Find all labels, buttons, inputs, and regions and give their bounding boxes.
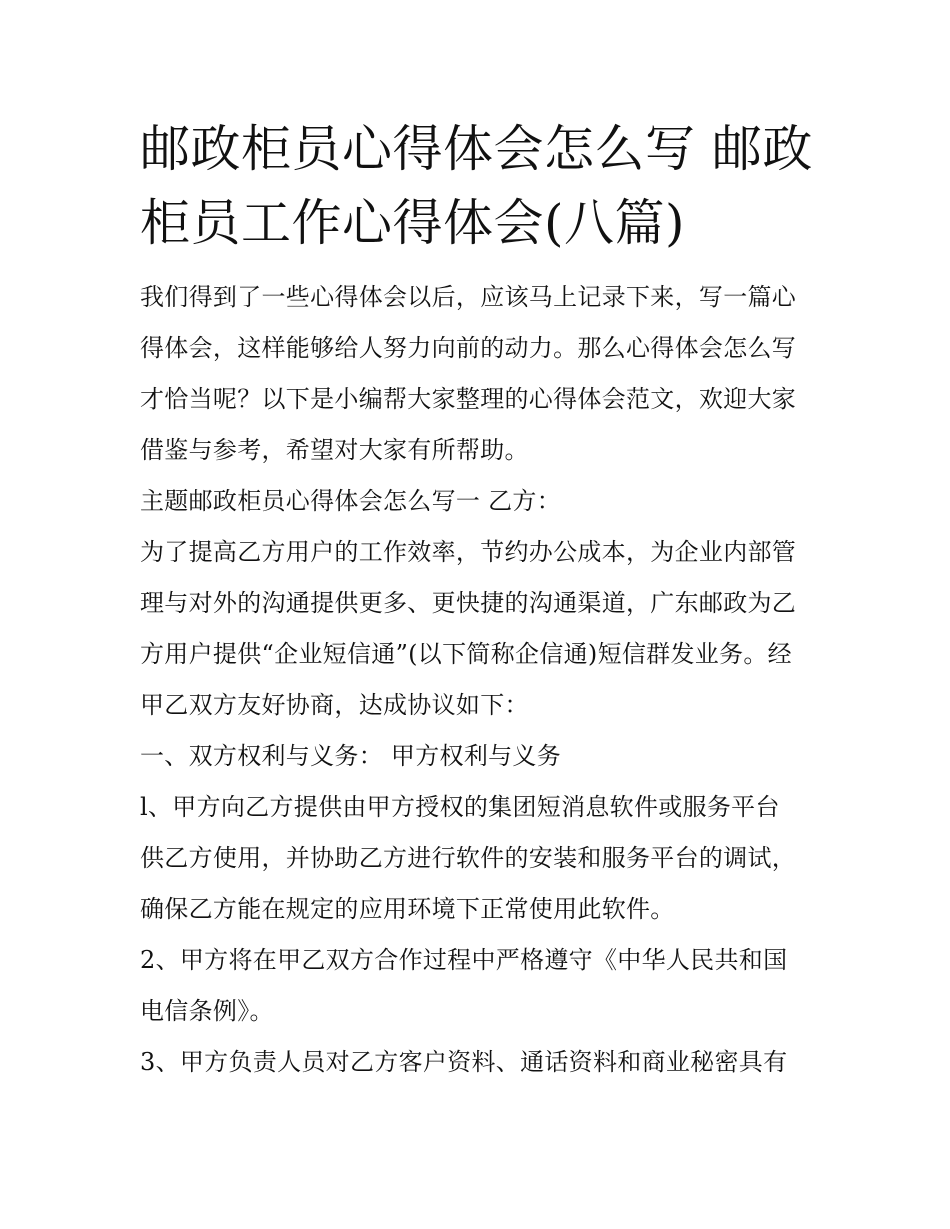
document-page [140, 112, 820, 1088]
text-line: 借鉴与参考，希望对大家有所帮助。 [140, 436, 529, 464]
text-line: 方用户提供“企业短信通”(以下简称企信通)短信群发业务。经 [140, 640, 792, 668]
text-line: 2、甲方将在甲乙双方合作过程中严格遵守《中华人民共和国 [140, 946, 788, 974]
text-line: 供乙方使用，并协助乙方进行软件的安装和服务平台的调试， [140, 844, 797, 872]
section-heading: 主题邮政柜员心得体会怎么写一 乙方： [140, 487, 562, 515]
title-line: 邮政柜员心得体会怎么写 邮政 [140, 120, 813, 178]
body-paragraph [140, 527, 820, 731]
clause-item-2 [140, 935, 820, 1037]
text-line: 确保乙方能在规定的应用环境下正常使用此软件。 [140, 895, 675, 923]
text-line: 电信条例》。 [140, 997, 274, 1025]
clause-item-1 [140, 782, 820, 935]
text-line: 才恰当呢？以下是小编帮大家整理的心得体会范文，欢迎大家 [140, 385, 797, 413]
text-line: 得体会，这样能够给人努力向前的动力。那么心得体会怎么写 [140, 334, 797, 362]
text-line: 理与对外的沟通提供更多、更快捷的沟通渠道，广东邮政为乙 [140, 589, 797, 617]
clause-item-3 [140, 1037, 820, 1088]
text-line: 甲乙双方友好协商，达成协议如下： [140, 691, 529, 719]
document-title [140, 112, 820, 260]
text-line: 我们得到了一些心得体会以后，应该马上记录下来，写一篇心 [140, 283, 797, 311]
title-line: 柜员工作心得体会(八篇) [140, 194, 686, 252]
text-line: 为了提高乙方用户的工作效率，节约办公成本，为企业内部管 [140, 538, 797, 566]
text-line: 3、甲方负责人员对乙方客户资料、通话资料和商业秘密具有 [140, 1048, 788, 1076]
text-line: l、甲方向乙方提供由甲方授权的集团短消息软件或服务平台 [140, 793, 780, 821]
intro-paragraph [140, 272, 820, 476]
clause-heading: 一、双方权利与义务： 甲方权利与义务 [140, 742, 562, 770]
